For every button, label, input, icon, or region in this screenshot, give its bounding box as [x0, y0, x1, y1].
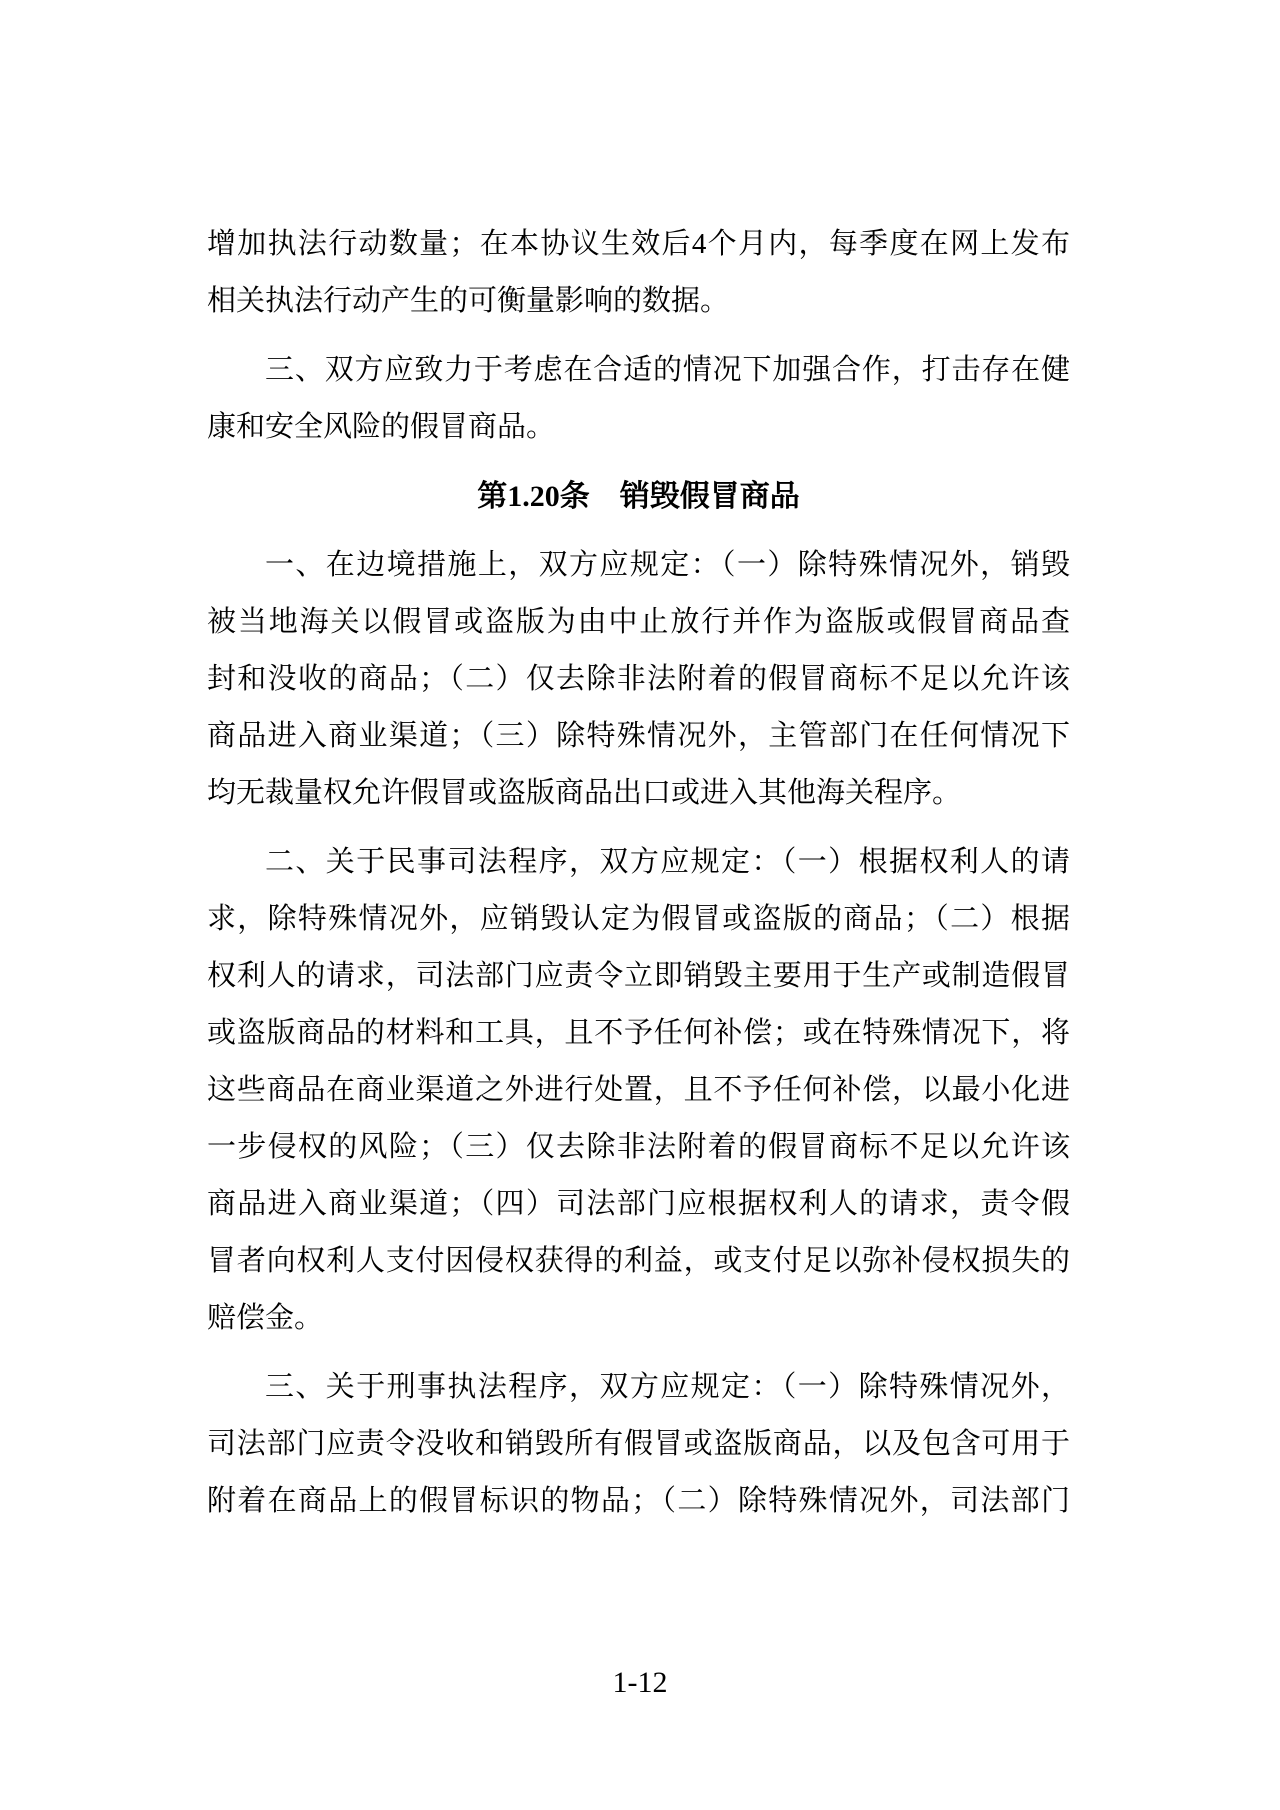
text-line: 这些商品在商业渠道之外进行处置，且不予任何补偿，以最小化进 [207, 1074, 1070, 1106]
text-line: 赔偿金。 [207, 1302, 324, 1334]
text-line: 三、双方应致力于考虑在合适的情况下加强合作，打击存在健 [265, 354, 1070, 386]
text-line: 被当地海关以假冒或盗版为由中止放行并作为盗版或假冒商品查 [207, 606, 1070, 638]
text-block [207, 216, 1070, 1530]
text-line: 商品进入商业渠道；（三）除特殊情况外，主管部门在任何情况下 [207, 720, 1070, 752]
page-number: 1-12 [612, 1666, 668, 1699]
text-line: 附着在商品上的假冒标识的物品；（二）除特殊情况外，司法部门 [207, 1485, 1070, 1517]
text-line: 商品进入商业渠道；（四）司法部门应根据权利人的请求，责令假 [207, 1188, 1070, 1220]
text-line: 权利人的请求，司法部门应责令立即销毁主要用于生产或制造假冒 [207, 960, 1070, 992]
text-line: 三、关于刑事执法程序，双方应规定：（一）除特殊情况外， [265, 1371, 1070, 1403]
text-line: 封和没收的商品；（二）仅去除非法附着的假冒商标不足以允许该 [207, 663, 1070, 695]
text-line: 二、关于民事司法程序，双方应规定：（一）根据权利人的请 [265, 846, 1070, 878]
text-line: 增加执法行动数量；在本协议生效后4个月内，每季度在网上发布 [207, 228, 1070, 260]
article-heading: 第1.20条 销毁假冒商品 [477, 480, 800, 513]
text-line: 一步侵权的风险；（三）仅去除非法附着的假冒商标不足以允许该 [207, 1131, 1070, 1163]
text-line: 康和安全风险的假冒商品。 [207, 411, 556, 443]
text-line: 求，除特殊情况外，应销毁认定为假冒或盗版的商品；（二）根据 [207, 903, 1070, 935]
text-line: 或盗版商品的材料和工具，且不予任何补偿；或在特殊情况下，将 [207, 1017, 1070, 1049]
text-line: 相关执法行动产生的可衡量影响的数据。 [207, 285, 730, 317]
text-line: 冒者向权利人支付因侵权获得的利益，或支付足以弥补侵权损失的 [207, 1245, 1070, 1277]
text-line: 一、在边境措施上，双方应规定：（一）除特殊情况外，销毁 [265, 549, 1070, 581]
text-line: 均无裁量权允许假冒或盗版商品出口或进入其他海关程序。 [207, 777, 962, 809]
text-line: 司法部门应责令没收和销毁所有假冒或盗版商品，以及包含可用于 [207, 1428, 1070, 1460]
